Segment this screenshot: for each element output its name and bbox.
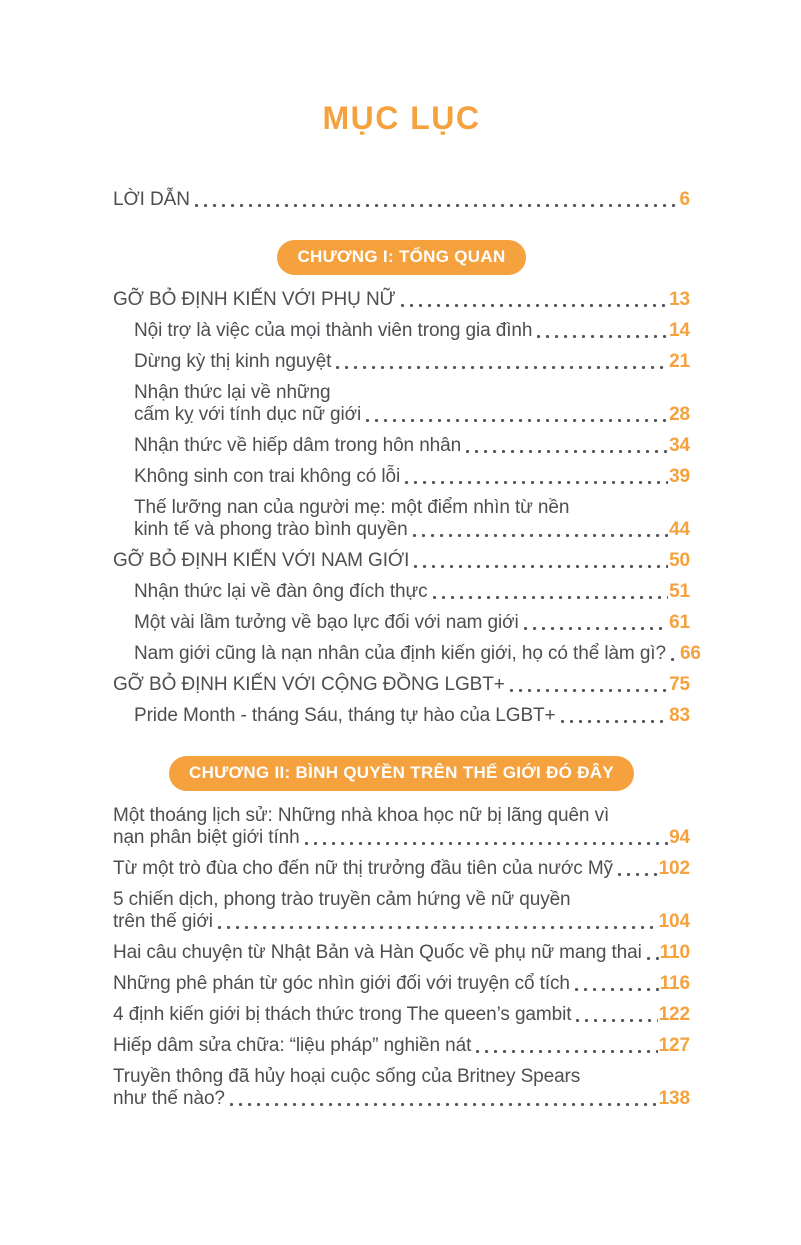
toc-entry-page: 104 <box>658 911 690 932</box>
dotted-leader <box>575 988 659 991</box>
dotted-leader <box>230 1103 658 1106</box>
toc-entry-text: Một thoáng lịch sử: Những nhà khoa học nữ bị lãng quên vì <box>113 805 610 826</box>
toc-entry-text: trên thế giới <box>113 911 213 932</box>
toc-entry-page: 94 <box>669 827 690 848</box>
toc-entry <box>113 1004 690 1026</box>
toc-entry-line <box>134 519 690 541</box>
dotted-leader <box>405 481 668 484</box>
toc-entry-text: Những phê phán từ góc nhìn giới đối với truyện cổ tích <box>113 973 570 994</box>
toc-entry <box>113 466 690 488</box>
toc-entry-page: 116 <box>659 973 690 994</box>
toc-entry-text: GỠ BỎ ĐỊNH KIẾN VỚI NAM GIỚI <box>113 550 410 571</box>
toc-entry-text: Dừng kỳ thị kinh nguyệt <box>134 351 332 372</box>
toc-entry-page: 51 <box>669 581 690 602</box>
toc-entry-page: 21 <box>669 351 690 372</box>
toc-entry-page: 6 <box>679 189 690 210</box>
dotted-leader <box>476 1050 657 1053</box>
dotted-leader <box>414 565 668 568</box>
toc-entry-text: Không sinh con trai không có lỗi <box>134 466 401 487</box>
toc-entry-text: Một vài lầm tưởng về bạo lực đối với nam giới <box>134 612 519 633</box>
dotted-leader <box>537 335 668 338</box>
toc-entry <box>113 805 690 849</box>
dotted-leader <box>218 926 658 929</box>
dotted-leader <box>413 534 669 537</box>
dotted-leader <box>195 204 679 207</box>
toc-entry-page: 28 <box>669 404 690 425</box>
chapter-badge: CHƯƠNG II: BÌNH QUYỀN TRÊN THẾ GIỚI ĐÓ ĐÂY <box>169 756 634 791</box>
dotted-leader <box>561 720 669 723</box>
toc-entry-line <box>113 1035 690 1057</box>
toc-entry-line <box>113 858 690 880</box>
toc-entry-page: 122 <box>658 1004 690 1025</box>
toc-entry-page: 44 <box>669 519 690 540</box>
toc-entry-page: 75 <box>669 674 690 695</box>
dotted-leader <box>466 450 668 453</box>
toc-entry-text: kinh tế và phong trào bình quyền <box>134 519 408 540</box>
toc-entry <box>113 705 690 727</box>
toc-entry <box>113 643 701 665</box>
toc-entry-line <box>113 1004 690 1026</box>
toc-entry-text: cấm kỵ với tính dục nữ giới <box>134 404 362 425</box>
toc-entry-page: 14 <box>669 320 690 341</box>
dotted-leader <box>576 1019 657 1022</box>
dotted-leader <box>510 689 668 692</box>
toc-entry-line <box>113 674 690 696</box>
toc-entry-text: 5 chiến dịch, phong trào truyền cảm hứng về nữ quyền <box>113 889 571 910</box>
toc-entry-page: 50 <box>669 550 690 571</box>
toc-entry-text: Thế lưỡng nan của người mẹ: một điểm nhìn từ nền <box>134 497 570 518</box>
toc-entry <box>113 1066 690 1110</box>
toc-entry-text: 4 định kiến giới bị thách thức trong The queen’s gambit <box>113 1004 572 1025</box>
toc-entry-text: Truyền thông đã hủy hoại cuộc sống của Britney Spears <box>113 1066 581 1087</box>
toc-entry-line <box>134 320 690 342</box>
toc-entry-text: Từ một trò đùa cho đến nữ thị trưởng đầu tiên của nước Mỹ <box>113 858 613 879</box>
toc-entry-text: Hai câu chuyện từ Nhật Bản và Hàn Quốc về phụ nữ mang thai <box>113 942 642 963</box>
toc-entry <box>113 942 690 964</box>
toc-entry-page: 39 <box>669 466 690 487</box>
chapter-badge-wrap <box>113 240 690 275</box>
toc-entry-text: Nhận thức lại về đàn ông đích thực <box>134 581 428 602</box>
page-title: MỤC LỤC <box>322 100 481 136</box>
dotted-leader <box>618 873 658 876</box>
toc-entry-text: Pride Month - tháng Sáu, tháng tự hào của LGBT+ <box>134 705 556 726</box>
dotted-leader <box>336 366 668 369</box>
toc-entry <box>113 581 690 603</box>
dotted-leader <box>305 842 668 845</box>
toc-entry-line <box>113 827 690 849</box>
toc-entry-page: 34 <box>669 435 690 456</box>
toc-entry-line <box>113 911 690 933</box>
toc-entry <box>113 612 690 634</box>
toc-entry-page: 127 <box>658 1035 690 1056</box>
toc-entry <box>113 435 690 457</box>
toc-entry-line <box>113 289 690 311</box>
toc-entry-line <box>134 612 690 634</box>
toc-entry-text: như thế nào? <box>113 1088 225 1109</box>
toc-entry-text: Nhận thức lại về những <box>134 382 331 403</box>
toc-entry-page: 102 <box>658 858 690 879</box>
toc-entry-text: GỠ BỎ ĐỊNH KIẾN VỚI PHỤ NỮ <box>113 289 396 310</box>
toc-entry-line <box>113 942 690 964</box>
toc-entry-line <box>134 581 690 603</box>
toc-entry-text: Nội trợ là việc của mọi thành viên trong gia đình <box>134 320 533 341</box>
chapter-badge: CHƯƠNG I: TỔNG QUAN <box>277 240 525 275</box>
toc-chapters <box>113 240 701 1110</box>
toc-entry-page: 110 <box>659 942 690 963</box>
toc-entry-text: LỜI DẪN <box>113 189 190 210</box>
toc-entry-text: Nam giới cũng là nạn nhân của định kiến giới, họ có thể làm gì? <box>134 643 666 664</box>
toc-entry-line <box>134 466 690 488</box>
dotted-leader <box>524 627 668 630</box>
toc-entry <box>113 382 690 426</box>
toc-entry-page: 61 <box>669 612 690 633</box>
toc-entry <box>113 351 690 373</box>
dotted-leader <box>401 304 668 307</box>
toc-entry <box>113 550 690 572</box>
toc-entry <box>113 289 690 311</box>
toc-entry-text: nạn phân biệt giới tính <box>113 827 300 848</box>
toc-entry-line <box>113 1088 690 1110</box>
toc-entry-page: 83 <box>669 705 690 726</box>
toc-entry-text: Hiếp dâm sửa chữa: “liệu pháp” nghiền nát <box>113 1035 472 1056</box>
toc-entry-line <box>113 973 690 995</box>
toc-entry-line <box>134 435 690 457</box>
toc-entry-line <box>134 705 690 727</box>
dotted-leader <box>433 596 669 599</box>
toc-entry <box>113 497 690 541</box>
toc-entry <box>113 320 690 342</box>
toc-entry-page: 138 <box>658 1088 690 1109</box>
dotted-leader <box>366 419 668 422</box>
toc-entry-text: GỠ BỎ ĐỊNH KIẾN VỚI CỘNG ĐỒNG LGBT+ <box>113 674 505 695</box>
toc-entry-intro <box>113 189 690 211</box>
dotted-leader <box>671 658 679 661</box>
toc-entry-line <box>134 351 690 373</box>
toc-entry-page: 13 <box>669 289 690 310</box>
toc-entry <box>113 973 690 995</box>
toc-entry <box>113 889 690 933</box>
toc-entry-page: 66 <box>679 643 701 664</box>
toc-entry <box>113 674 690 696</box>
dotted-leader <box>647 957 659 960</box>
toc-entry-line <box>134 404 690 426</box>
toc-entry-line <box>113 550 690 572</box>
toc-entry-text: Nhận thức về hiếp dâm trong hôn nhân <box>134 435 462 456</box>
chapter-badge-wrap <box>113 756 690 791</box>
toc-entry <box>113 858 690 880</box>
toc-entry <box>113 1035 690 1057</box>
toc-entry-line <box>134 643 701 665</box>
